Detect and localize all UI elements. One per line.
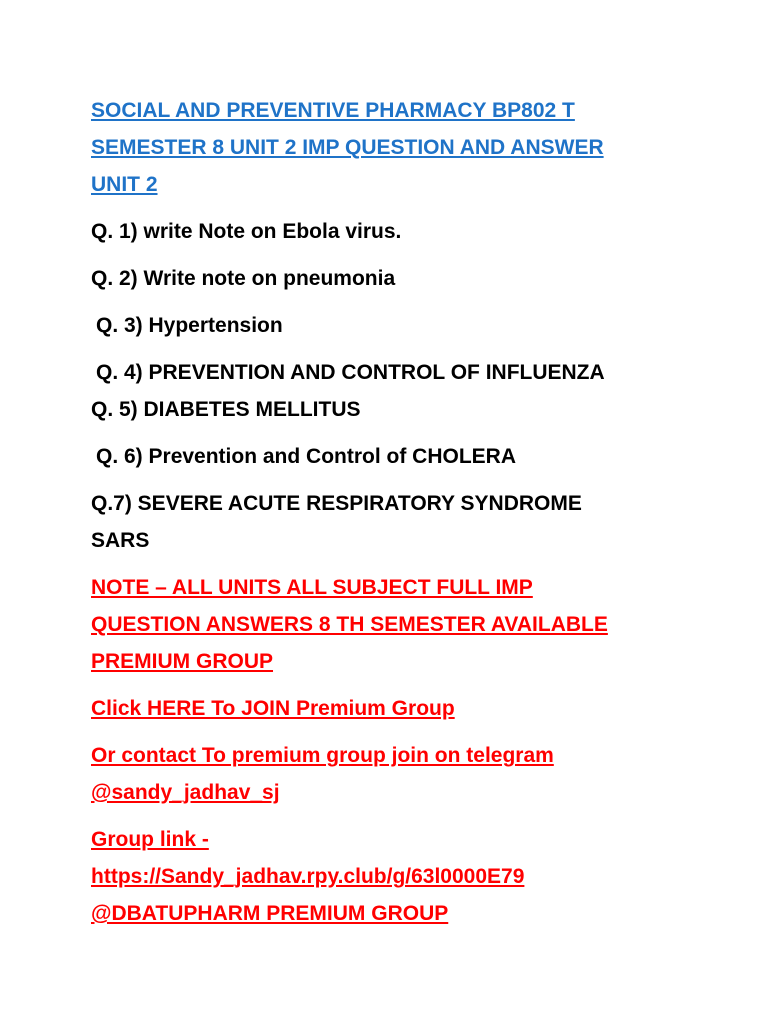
document-title[interactable] [91,92,751,203]
question-5: Q. 5) DIABETES MELLITUS [91,398,361,421]
question-4: Q. 4) PREVENTION AND CONTROL OF INFLUENZA [96,361,605,384]
telegram-contact-link[interactable] [91,737,751,811]
premium-note[interactable] [91,569,751,680]
group-link-label: Group link - [91,828,209,851]
question-7-line-2: SARS [91,529,150,552]
question-3: Q. 3) Hypertension [96,314,283,337]
premium-note-line-1: NOTE – ALL UNITS ALL SUBJECT FULL IMP [91,576,533,599]
title-line-1: SOCIAL AND PREVENTIVE PHARMACY BP802 T [91,99,575,122]
question-7 [91,485,751,559]
question-2: Q. 2) Write note on pneumonia [91,267,396,290]
title-line-3: UNIT 2 [91,173,158,196]
group-link-url[interactable]: https://Sandy_jadhav.rpy.club/g/63l0000E79 [91,865,525,888]
group-link-block[interactable] [91,821,751,932]
question-6: Q. 6) Prevention and Control of CHOLERA [96,445,517,468]
question-1: Q. 1) write Note on Ebola virus. [91,220,402,243]
premium-note-line-3: PREMIUM GROUP [91,650,274,673]
premium-note-line-2: QUESTION ANSWERS 8 TH SEMESTER AVAILABLE [91,613,608,636]
telegram-contact-line-1: Or contact To premium group join on telegram [91,744,554,767]
group-name[interactable]: @DBATUPHARM PREMIUM GROUP [91,902,449,925]
question-7-line-1: Q.7) SEVERE ACUTE RESPIRATORY SYNDROME [91,492,582,515]
document-page [91,92,751,932]
title-line-2: SEMESTER 8 UNIT 2 IMP QUESTION AND ANSWER [91,136,604,159]
join-premium-link[interactable]: Click HERE To JOIN Premium Group [91,697,455,720]
telegram-handle: @sandy_jadhav_sj [91,781,280,804]
